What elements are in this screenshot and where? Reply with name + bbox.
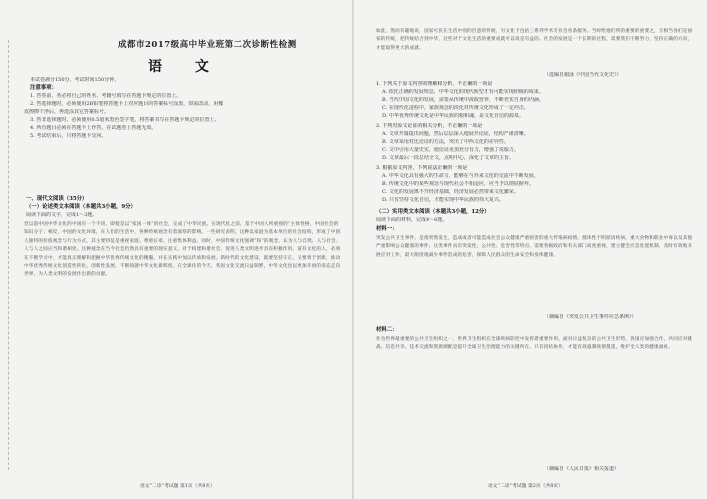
subsection-heading: （二）实用类文本阅读（本题共3小题，12分） — [376, 209, 490, 215]
right-page — [354, 0, 707, 499]
note-line: 皮擦擦干净后，再选涂其它答案标号。 — [24, 109, 110, 115]
question-1: 1. 下列关于原文内容的理解和分析，不正确的一项是 — [376, 81, 493, 87]
instruction: 阅读下面的材料，完成4～6题。 — [376, 217, 448, 223]
option: A. 中华文化具有强大的生命力，能够在与外来文化的交流中不断发展。 — [382, 173, 539, 179]
question-2: 2. 下列对原文论证的相关分析，不正确的一项是 — [376, 123, 483, 129]
option: B. 文章采用对比论证的方法，突出了中西文化的差异性。 — [382, 139, 509, 145]
option: A. 文章开篇提出问题，然后层层深入地展开论证，结构严谨清晰。 — [382, 131, 529, 137]
option: C. 文中引用大量史实，使论证更加充分有力，增强了说服力。 — [382, 147, 519, 153]
page-footer: 语文“二诊”考试题 第1页（共8页） — [140, 484, 215, 489]
material-label: 材料二： — [376, 327, 398, 333]
material-label: 材料一： — [376, 226, 398, 232]
passage-continuation: 如此，然而有趣地说，国家可民在生活中别的层意的传统，另文化下包括三系列学术专业会各条服务。当时给他们所的重要的重要之，互相当各们是国家的传统，把传统结合到中华，这些对于文化生活的重要成就可以说是有益的。社会的发展是一个长期的过程，需要我们不断努力，坚持正确的方向，才能取得更大的成就。 — [376, 29, 693, 51]
option: A. 依托正确的发展理念，中华文化的现代转型才有可能实现积极的成果。 — [382, 89, 544, 95]
question-3: 3. 根据原文内容，下列说法正确的一项是 — [376, 165, 468, 171]
note-line: 5. 考试结束后，只将答题卡交回。 — [30, 133, 107, 139]
left-page — [0, 0, 353, 499]
subsection-heading: （一）论述类文本阅读（本题共3小题，9分） — [26, 204, 136, 210]
option: B. 传统文化中的某些观念与现代社会不相适应，应当予以彻底摒弃。 — [382, 181, 534, 187]
material-2-source: （摘编自《人民日报》相关报道） — [544, 466, 620, 472]
material-1-text: 突发公共卫生事件，是指突然发生，造成或者可能造成社会公众健康严重损害的重大传染病疫情、群体性不明原因疾病、重大食物和职业中毒以及其他严重影响公众健康的事件。这类事件具有突发性、公共性、危害性等特点，需要各级政府和有关部门高度重视，建立健全应急处置机制，及时有效地开展应对工作，最大限度地减少事件造成的危害，保障人民群众的生命安全和身体健康。 — [376, 236, 693, 258]
option: D. 中华优秀传统文化是中华民族的根和魂，是文化自信的源泉。 — [382, 113, 525, 119]
section-heading: 一、现代文阅读（35分） — [26, 196, 88, 202]
page-footer: 语文“二诊”考试题 第2页（共8页） — [488, 484, 563, 489]
option: C. 在现代化进程中，家族观念的淡化对传统文化形成了一定冲击。 — [382, 105, 529, 111]
material-2-text: 作为世界最重要的公共卫生组织之一，世界卫生组织在全球疾病防控中发挥着重要作用。面对日益复杂的公共卫生形势，各国应加强合作，共同应对挑战。信息共享、技术交流和资源调配是提升全球卫生治理能力的关键所在。只有团结协作，才能有效遏制疫情蔓延，维护全人类的健康福祉。 — [376, 337, 693, 351]
option: D. 只有坚持文化自信，才能实现中华民族的伟大复兴。 — [382, 197, 505, 203]
note-line: 4. 所有题目必须在答题卡上作答，在试题卷上答题无效。 — [30, 125, 157, 131]
instruction: 阅读下面的文字，完成1～3题。 — [26, 212, 98, 218]
option: D. 文章最后一段总结全文，点明中心，深化了文章的主旨。 — [382, 155, 515, 161]
passage-source: （选编自谢泳《中国当代文化史》） — [544, 72, 622, 78]
binding-margin — [8, 40, 13, 470]
reading-passage: 党以前中国中华文化的中国有一个不同，即使是以“家国一体”的社会，完成了中华民族。在现代化之前，基于中国人所重视的“主体性格，中国社会的知识分子；相反，中国的文化环境，在人们的生活中，各种传统观念有着深厚的影响。一些研究表明，这种以家庭为基本单位的社会结构，形成了中国人独特的价值观念与行为方式，其主要特征是重视家庭、尊重长辈、注重集体利益。同时，中国传统文化强调“和”的观念，认为人与自然、人与社会、人与人之间应当和谐相处。这种观念在当今社会仍然具有重要的现实意义，对于构建和谐社会、促进人类文明进步具有积极作用。富有文化的人，必须在不断学习中，才能真正理解和把握中华优秀传统文化的精髓，并在实践中加以传承和发展。新时代的文化建设，既要坚持守正，又要勇于创新，推动中华优秀传统文化创造性转化、创新性发展，不断铸就中华文化新辉煌。在全球化的今天，各国文化交流日益频繁，中华文化也以更加开放的姿态走向世界，为人类文明的发展作出新的贡献。 — [24, 222, 341, 278]
subject-heading: 语 文 — [148, 59, 223, 75]
note-line: 3. 答非选择题时，必须使用0.5毫米黑色签字笔，将答案书写在答题卡规定的位置上。 — [30, 117, 220, 123]
material-1-source: （摘编自《突发公共卫生事件应急条例》） — [544, 314, 637, 320]
note-line: 1. 答卷前，务必将自己的姓名、考籍号填写在答题卡规定的位置上。 — [30, 93, 182, 99]
option: B. 当代中国文化的发展，需要从传统中汲取营养，不断充实自身的内涵。 — [382, 97, 544, 103]
note-line: 2. 答选择题时，必须使用2B铅笔将答题卡上对应题目的答案标号涂黑，如需改动，用橡 — [30, 101, 224, 107]
exam-title: 成都市2017级高中毕业班第二次诊断性检测 — [118, 40, 297, 50]
exam-meta: 本试卷满分150分，考试时间150分钟。 — [30, 77, 120, 83]
notes-heading: 注意事项： — [30, 85, 57, 91]
option: C. 文化的发展离不开经济基础，经济发展必然带来文化繁荣。 — [382, 189, 519, 195]
